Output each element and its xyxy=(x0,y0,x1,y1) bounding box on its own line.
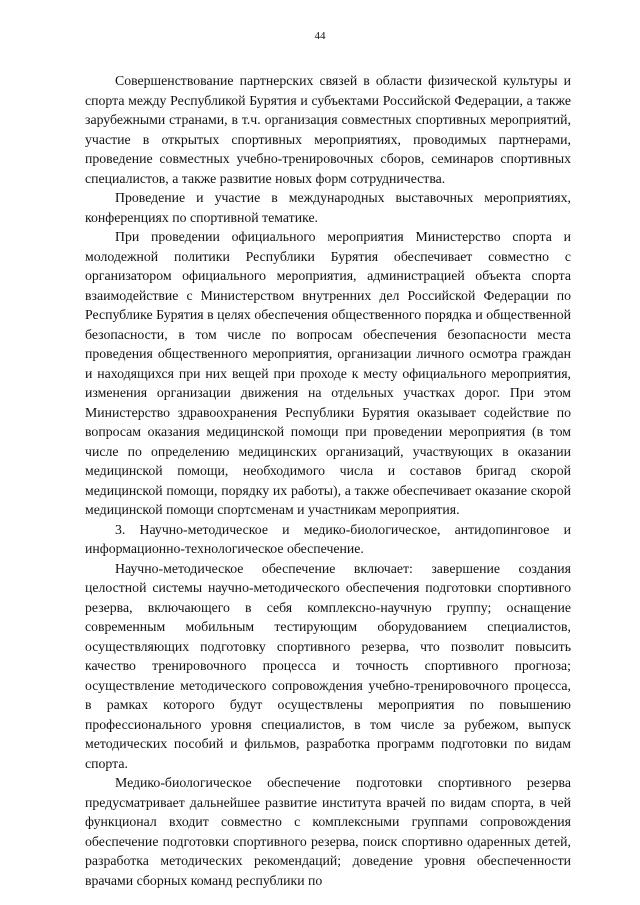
paragraph-official-event-security: При проведении официального мероприятия Министерство спорта и молодежной политики Республики Бурятия обеспечивает совместно с организатором официального мероприятия, администрацией объекта спорта взаимодействие с Министерством внутренних дел Российской Федерации по Республике Бурятия в целях обеспечения общественного порядка и общественной безопасности, в том числе по вопросам обеспечения безопасности места проведения общественного мероприятия, организации личного осмотра граждан и находящихся при них вещей при проходе к месту официального мероприятия, изменения организации движения на отдельных участках дорог. При этом Министерство здравоохранения Республики Бурятия оказывает содействие по вопросам оказания медицинской помощи при проведении мероприятия (в том числе по определению медицинских организаций, участвующих в оказании медицинской помощи, необходимого числа и составов бригад скорой медицинской помощи, порядку их работы), а также обеспечивает оказание скорой медицинской помощи спортсменам и участникам мероприятия. xyxy=(85,229,571,517)
paragraph-section-3-heading: 3. Научно-методическое и медико-биологическое, антидопинговое и информационно-технологическое обеспечение. xyxy=(85,521,571,556)
paragraph-exhibitions: Проведение и участие в международных выставочных мероприятиях, конференциях по спортивной тематике. xyxy=(85,190,571,225)
paragraph-scientific-methodical: Научно-методическое обеспечение включает: завершение создания целостной системы научно-методического обеспечения подготовки спортивного резерва, включающего в себя комплексно-научную группу; оснащение современным мобильным тестирующим оборудованием специалистов, осуществляющих подготовку спортивного резерва, что позволит повысить качество тренировочного процесса и точность спортивного прогноза; осуществление методического сопровождения учебно-тренировочного процесса, в рамках которого будут осуществлены мероприятия по повышению профессионального уровня специалистов, в том числе за рубежом, выпуск методических пособий и фильмов, разработка программ подготовки по видам спорта. xyxy=(85,560,571,771)
document-body xyxy=(85,71,571,890)
paragraph-medical-biological: Медико-биологическое обеспечение подготовки спортивного резерва предусматривает дальнейшее развитие института врачей по видам спорта, в чей функционал входит совместно с комплексными группами сопровождения обеспечение подготовки спортивного резерва, поиск спортивно одаренных детей, разработка методических рекомендаций; доведение уровня обеспеченности врачами сборных команд республики по xyxy=(85,775,571,888)
page-number: 44 xyxy=(314,30,326,42)
paragraph-partnership: Совершенствование партнерских связей в области физической культуры и спорта между Республикой Бурятия и субъектами Российской Федерации, а также зарубежными странами, в т.ч. организация совместных спортивных мероприятий, участие в открытых спортивных мероприятиях, проводимых партнерами, проведение совместных учебно-тренировочных сборов, семинаров спортивных специалистов, а также развитие новых форм сотрудничества. xyxy=(85,73,571,186)
